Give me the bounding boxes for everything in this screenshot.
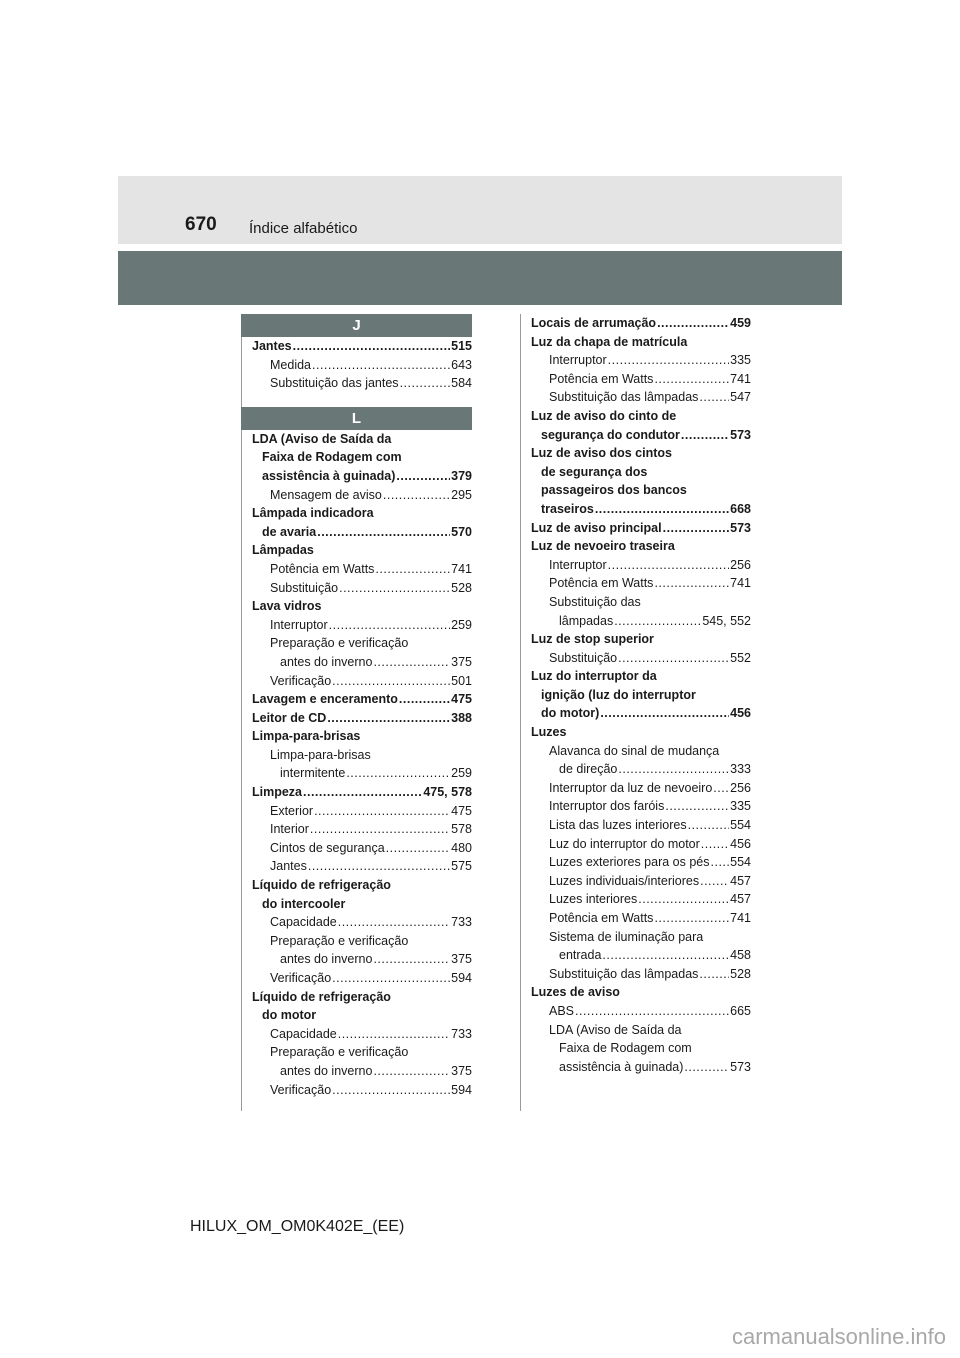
index-page-reference[interactable]: 643 — [451, 357, 472, 372]
dot-leader — [663, 519, 730, 538]
index-entry — [242, 802, 472, 821]
index-entry — [242, 597, 472, 616]
index-entry — [242, 932, 472, 951]
dot-leader — [602, 946, 729, 965]
index-letter-header: L — [241, 407, 472, 430]
index-entry — [242, 560, 472, 579]
index-entry-text: antes do inverno — [280, 654, 373, 669]
index-entry — [521, 797, 751, 816]
index-entry-text: Potência em Watts — [549, 576, 654, 591]
index-entry — [242, 541, 472, 560]
index-entry-text: Interruptor da luz de nevoeiro — [549, 780, 713, 795]
index-entry — [521, 983, 751, 1002]
index-page-reference[interactable]: 573 — [730, 520, 751, 535]
index-entry — [521, 612, 751, 631]
index-page-reference[interactable]: 256 — [730, 780, 751, 795]
dot-leader — [346, 764, 450, 783]
index-page-reference[interactable]: 545, 552 — [702, 613, 751, 628]
index-entry — [521, 630, 751, 649]
dot-leader — [654, 574, 729, 593]
index-entry — [521, 444, 751, 463]
index-entry-text: lâmpadas — [559, 613, 614, 628]
index-entry-text: Lista das luzes interiores — [549, 818, 687, 833]
index-entry — [242, 430, 472, 449]
index-entry — [242, 672, 472, 691]
index-entry-text: Luzes exteriores para os pés — [549, 855, 710, 870]
index-entry-text: ignição (luz do interruptor — [541, 687, 696, 702]
index-entry-text: Exterior — [270, 803, 314, 818]
dot-leader — [327, 709, 450, 728]
index-entry-text: Sistema de iluminação para — [549, 929, 704, 944]
index-entry-text: Luzes interiores — [549, 892, 638, 907]
index-entry — [521, 537, 751, 556]
dot-leader — [638, 890, 729, 909]
index-entry — [242, 653, 472, 672]
index-page-reference[interactable]: 475 — [451, 803, 472, 818]
index-entry — [242, 1025, 472, 1044]
index-entry-text: Luz do interruptor da — [531, 669, 657, 684]
dot-leader — [654, 909, 729, 928]
index-entry-text: Interruptor — [549, 557, 607, 572]
index-entry — [242, 486, 472, 505]
index-letter-header: J — [241, 314, 472, 337]
index-page-reference[interactable]: 259 — [451, 617, 472, 632]
index-entry — [521, 593, 751, 612]
index-entry-text: Substituição das jantes — [270, 376, 399, 391]
dot-leader — [373, 653, 450, 672]
index-entry — [242, 857, 472, 876]
index-page-reference[interactable]: 741 — [730, 371, 751, 386]
index-entry — [242, 709, 472, 728]
index-entry — [521, 872, 751, 891]
index-entry — [521, 1039, 751, 1058]
index-page-reference[interactable]: 594 — [451, 1082, 472, 1097]
index-page-reference[interactable]: 388 — [451, 710, 472, 725]
index-entry-text: de direção — [559, 762, 618, 777]
index-page-reference[interactable]: 575 — [451, 859, 472, 874]
index-entry-text: Líquido de refrigeração — [252, 878, 391, 893]
index-entry-text: Capacidade — [270, 915, 337, 930]
index-page-reference[interactable]: 259 — [451, 766, 472, 781]
index-entry-text: Luz de aviso dos cintos — [531, 446, 672, 461]
index-entry — [521, 816, 751, 835]
index-page-reference[interactable]: 457 — [730, 873, 751, 888]
index-entry-text: Faixa de Rodagem com — [559, 1041, 692, 1056]
dot-leader — [399, 690, 450, 709]
index-page-reference[interactable]: 741 — [730, 911, 751, 925]
dot-leader — [308, 857, 450, 876]
section-band — [118, 251, 842, 305]
index-entry — [521, 667, 751, 686]
index-entry-text: Lavagem e enceramento — [252, 692, 398, 707]
dot-leader — [700, 872, 729, 891]
index-entry — [521, 500, 751, 519]
dot-leader — [373, 1062, 450, 1081]
dot-leader — [312, 356, 450, 375]
index-entry-text: Substituição das — [549, 594, 641, 609]
index-entry — [521, 407, 751, 426]
index-page-reference[interactable]: 741 — [451, 561, 472, 576]
index-entry — [521, 351, 751, 370]
dot-leader — [400, 374, 451, 393]
index-entry-text: Locais de arrumação — [531, 316, 657, 330]
index-entry — [242, 746, 472, 765]
index-entry — [242, 895, 472, 914]
index-column-left — [241, 314, 472, 1111]
index-entry-text: Luz de aviso do cinto de — [531, 408, 677, 423]
index-page-reference[interactable]: 475, 578 — [423, 785, 472, 800]
index-entry-text: Lava vidros — [252, 599, 322, 614]
index-page-reference[interactable]: 375 — [451, 952, 472, 967]
index-entry-text: Preparação e verificação — [270, 933, 409, 948]
index-entry — [242, 727, 472, 746]
dot-leader — [654, 370, 729, 389]
index-entry — [521, 519, 751, 538]
index-entry-text: Cintos de segurança — [270, 840, 385, 855]
index-page-reference[interactable]: 458 — [730, 948, 751, 963]
index-entry — [242, 876, 472, 895]
index-entry-text: de avaria — [262, 524, 317, 539]
index-page-reference[interactable]: 375 — [451, 654, 472, 669]
dot-leader — [701, 835, 729, 854]
index-page-reference[interactable]: 578 — [451, 822, 472, 837]
index-page-reference[interactable]: 733 — [451, 1026, 472, 1041]
index-entry-text: de segurança dos — [541, 464, 648, 479]
index-entry-text: Lâmpadas — [252, 543, 314, 558]
dot-leader — [386, 839, 450, 858]
dot-leader — [332, 969, 450, 988]
index-entry — [521, 556, 751, 575]
index-entry — [521, 1002, 751, 1021]
index-entry — [521, 1058, 751, 1077]
index-entry — [242, 783, 472, 802]
index-entry — [521, 909, 751, 928]
index-entry — [521, 890, 751, 909]
index-page-reference[interactable]: 480 — [451, 840, 472, 855]
index-entry — [521, 742, 751, 761]
index-entry — [521, 333, 751, 352]
index-entry — [242, 337, 472, 356]
index-entry-text: Potência em Watts — [270, 561, 375, 576]
index-entry — [521, 1021, 751, 1040]
index-page-reference[interactable]: 501 — [451, 673, 472, 688]
index-page-reference[interactable]: 547 — [730, 390, 751, 405]
index-entry-text: do motor — [262, 1008, 317, 1023]
index-entry-text: Potência em Watts — [549, 911, 654, 925]
index-entry — [242, 467, 472, 486]
dot-leader — [310, 820, 450, 839]
index-entry-text: Medida — [270, 357, 311, 372]
index-page-reference[interactable]: 515 — [451, 339, 472, 353]
dot-leader — [396, 467, 450, 486]
index-entry — [242, 1081, 472, 1100]
index-entry-text: LDA (Aviso de Saída da — [549, 1022, 682, 1037]
index-entry-text: do motor) — [541, 706, 600, 721]
index-entry-text: Substituição das lâmpadas — [549, 966, 699, 981]
index-page-reference[interactable]: 573 — [730, 427, 751, 442]
index-entry-text: Interruptor dos faróis — [549, 799, 665, 814]
index-entry — [242, 969, 472, 988]
index-entry-text: segurança do condutor — [541, 427, 680, 442]
index-entry — [242, 634, 472, 653]
index-entry-text: Luz de aviso principal — [531, 520, 662, 535]
dot-leader — [329, 616, 450, 635]
index-entry — [242, 616, 472, 635]
index-page-reference[interactable]: 573 — [730, 1059, 751, 1074]
dot-leader — [332, 672, 450, 691]
document-id: HILUX_OM_OM0K402E_(EE) — [190, 1218, 405, 1235]
dot-leader — [608, 556, 729, 575]
index-entry — [521, 574, 751, 593]
dot-leader — [684, 1058, 729, 1077]
index-entry — [521, 649, 751, 668]
index-entry-text: Luz do interruptor do motor — [549, 836, 700, 851]
section-title: Índice alfabético — [249, 220, 358, 237]
dot-leader — [332, 1081, 450, 1100]
index-entry-text: Limpeza — [252, 785, 303, 800]
index-entry-text: Potência em Watts — [549, 371, 654, 386]
dot-leader — [338, 913, 450, 932]
index-entry — [242, 913, 472, 932]
dot-leader — [665, 797, 729, 816]
index-entry-text: intermitente — [280, 766, 346, 781]
index-entry-text: Alavanca do sinal de mudança — [549, 743, 720, 758]
index-entry — [521, 723, 751, 742]
index-entry — [242, 356, 472, 375]
index-page-reference[interactable]: 741 — [730, 576, 751, 591]
index-entry — [242, 1043, 472, 1062]
index-entry-text: Mensagem de aviso — [270, 487, 382, 502]
index-entry-text: entrada — [559, 948, 602, 963]
index-page-reference[interactable]: 665 — [730, 1003, 751, 1018]
index-page-reference[interactable]: 528 — [451, 580, 472, 595]
index-entry-text: Verificação — [270, 1082, 332, 1097]
index-entry-text: Limpa-para-brisas — [252, 729, 361, 744]
index-entry — [242, 374, 472, 393]
index-entry-text: Interruptor — [270, 617, 328, 632]
index-entry — [521, 779, 751, 798]
index-entry — [521, 946, 751, 965]
index-page-reference[interactable]: 733 — [451, 915, 472, 930]
index-page-reference[interactable]: 584 — [451, 376, 472, 391]
index-page-reference[interactable]: 456 — [730, 706, 751, 721]
index-entry-text: assistência à guinada) — [262, 468, 396, 483]
dot-leader — [618, 760, 729, 779]
index-page-reference[interactable]: 375 — [451, 1063, 472, 1078]
index-page-reference[interactable]: 459 — [730, 316, 751, 330]
index-entry-text: assistência à guinada) — [559, 1059, 684, 1074]
index-entry — [521, 686, 751, 705]
index-page-reference[interactable]: 295 — [451, 487, 472, 502]
index-entry-text: Luzes de aviso — [531, 985, 620, 1000]
index-entry-text: Capacidade — [270, 1026, 337, 1041]
index-entry-text: antes do inverno — [280, 952, 373, 967]
dot-leader — [303, 783, 422, 802]
dot-leader — [608, 351, 729, 370]
index-entry-text: LDA (Aviso de Saída da — [252, 431, 392, 446]
index-entry-text: Preparação e verificação — [270, 636, 409, 651]
index-entry — [242, 950, 472, 969]
index-entry-text: passageiros dos bancos — [541, 483, 687, 498]
index-entry — [242, 988, 472, 1007]
index-entry-text: Luz da chapa de matrícula — [531, 334, 688, 349]
dot-leader — [614, 612, 701, 631]
dot-leader — [383, 486, 450, 505]
index-entry-text: Jantes — [252, 339, 292, 353]
section-spacer — [242, 393, 472, 407]
index-entry — [242, 523, 472, 542]
index-entry-text: Substituição das lâmpadas — [549, 390, 699, 405]
index-entry-text: Verificação — [270, 673, 332, 688]
index-page-reference[interactable]: 528 — [730, 966, 751, 981]
dot-leader — [713, 779, 729, 798]
dot-leader — [688, 816, 730, 835]
index-page-reference[interactable]: 668 — [730, 501, 751, 516]
index-page-reference[interactable]: 554 — [730, 818, 751, 833]
dot-leader — [375, 560, 450, 579]
index-entry — [521, 853, 751, 872]
header-band — [118, 176, 842, 244]
dot-leader — [711, 853, 730, 872]
index-entry-text: Luzes — [531, 725, 567, 740]
dot-leader — [317, 523, 450, 542]
index-entry-text: Verificação — [270, 971, 332, 985]
index-entry — [242, 839, 472, 858]
dot-leader — [373, 950, 450, 969]
index-entry — [521, 760, 751, 779]
index-entry-text: Luz de stop superior — [531, 632, 654, 647]
index-entry-text: ABS — [549, 1003, 575, 1018]
dot-leader — [338, 1025, 450, 1044]
index-entry-text: Jantes — [270, 859, 307, 874]
index-entry — [521, 388, 751, 407]
index-page-reference[interactable]: 594 — [451, 971, 472, 985]
index-page-reference[interactable]: 335 — [730, 799, 751, 814]
index-entry-text: Luzes individuais/interiores — [549, 873, 700, 888]
index-page-reference[interactable]: 333 — [730, 762, 751, 777]
index-page-reference[interactable]: 457 — [730, 892, 751, 907]
index-entry-text: Leitor de CD — [252, 710, 327, 725]
dot-leader — [699, 388, 729, 407]
index-page-reference[interactable]: 256 — [730, 557, 751, 572]
index-entry — [521, 426, 751, 445]
dot-leader — [699, 965, 729, 984]
dot-leader — [681, 426, 729, 445]
index-page-reference[interactable]: 475 — [451, 692, 472, 707]
index-page-reference[interactable]: 335 — [730, 353, 751, 368]
index-entry-text: Substituição — [270, 580, 339, 595]
index-entry — [242, 448, 472, 467]
page-number: 670 — [185, 214, 217, 235]
index-entry — [521, 463, 751, 482]
dot-leader — [595, 500, 729, 519]
index-page-reference[interactable]: 570 — [451, 524, 472, 539]
index-entry — [521, 704, 751, 723]
index-entry-text: antes do inverno — [280, 1063, 373, 1078]
index-entry — [521, 314, 751, 333]
index-entry-text: Líquido de refrigeração — [252, 989, 391, 1004]
index-entry-text: Interior — [270, 822, 309, 837]
index-entry-text: traseiros — [541, 501, 594, 516]
dot-leader — [575, 1002, 729, 1021]
index-entry — [242, 1006, 472, 1025]
dot-leader — [314, 802, 450, 821]
index-page-reference[interactable]: 456 — [730, 836, 751, 851]
index-page-reference[interactable]: 552 — [730, 650, 751, 665]
index-entry-text: Interruptor — [549, 353, 607, 368]
index-entry-text: Luz de nevoeiro traseira — [531, 539, 675, 554]
dot-leader — [339, 579, 450, 598]
watermark: carmanualsonline.info — [731, 1324, 946, 1349]
index-entry — [242, 1062, 472, 1081]
index-entry — [521, 370, 751, 389]
index-entry — [242, 690, 472, 709]
index-entry — [521, 481, 751, 500]
index-entry — [242, 504, 472, 523]
index-entry — [521, 928, 751, 947]
index-entry-text: Faixa de Rodagem com — [262, 450, 402, 465]
index-entry-text: do intercooler — [262, 896, 346, 911]
index-entry — [242, 820, 472, 839]
index-entry-text: Lâmpada indicadora — [252, 506, 374, 521]
index-entry — [521, 835, 751, 854]
dot-leader — [618, 649, 729, 668]
index-entry — [242, 579, 472, 598]
index-page-reference[interactable]: 554 — [730, 855, 751, 870]
dot-leader — [600, 704, 729, 723]
index-entry-text: Substituição — [549, 650, 618, 665]
index-entry-text: Limpa-para-brisas — [270, 747, 371, 762]
dot-leader — [293, 337, 451, 356]
index-column-right — [520, 314, 751, 1111]
index-entry — [521, 965, 751, 984]
dot-leader — [657, 314, 729, 333]
index-page-reference[interactable]: 379 — [451, 468, 472, 483]
index-entry — [242, 764, 472, 783]
index-entry-text: Preparação e verificação — [270, 1045, 409, 1060]
